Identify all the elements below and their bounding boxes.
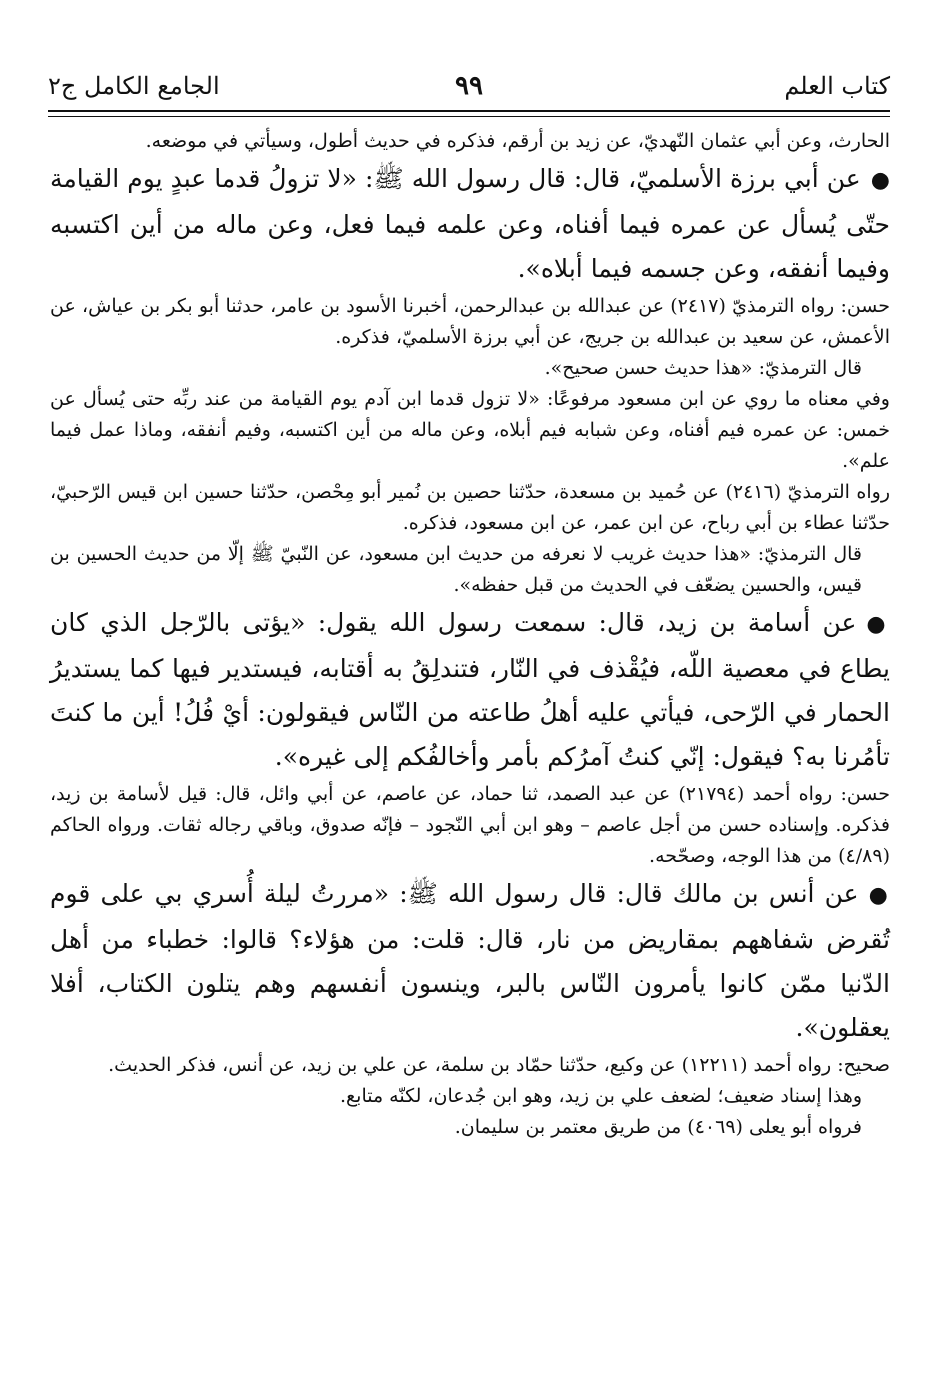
page-body <box>50 126 890 1143</box>
hadith-usama <box>50 601 890 779</box>
header-rule-thin <box>48 116 890 117</box>
book-title: كتاب العلم <box>784 72 890 100</box>
takhrij-note: حسن: رواه أحمد (٢١٧٩٤) عن عبد الصمد، ثنا حماد، عن عاصم، عن أبي وائل، قال: قيل لأسامة بن زيد، فذكره. وإسناده حسن من أجل عاصم – وهو ابن أبي النّجود – فإنّه صدوق، وباقي رجاله ثقات. ورواه الحاكم (٤/٨٩) من هذا الوجه، وصحّحه. <box>50 783 890 867</box>
hadith-abu-barza <box>50 157 890 291</box>
related-narration: وفي معناه ما روي عن ابن مسعود مرفوعًا: «لا تزول قدما ابن آدم يوم القيامة من عند ربِّه حتى يُسأل عن خمس: عن عمره فيم أفناه، وعن شبابه فيم أبلاه، وعن ماله من أين اكتسبه، وفيم أنفقه، وماذا عمل فيما علم». <box>50 388 890 472</box>
takhrij-note: صحيح: رواه أحمد (١٢٢١١) عن وكيع، حدّثنا حمّاد بن سلمة، عن علي بن زيد، عن أنس، فذكر الحديث. <box>108 1054 890 1076</box>
tirmidhi-grading: قال الترمذيّ: «هذا حديث حسن صحيح». <box>544 357 862 379</box>
running-header <box>48 66 890 110</box>
bullet-icon: ● <box>870 168 890 193</box>
header-rule-thick <box>48 110 890 112</box>
isnad-remark: وهذا إسناد ضعيف؛ لضعف علي بن زيد، وهو ابن جُدعان، لكنّه متابع. <box>340 1085 862 1107</box>
continuation-note: الحارث، وعن أبي عثمان النّهديّ، عن زيد بن أرقم، فذكره في حديث أطول، وسيأتي في موضعه. <box>145 130 890 152</box>
page-number: ٩٩ <box>455 71 483 101</box>
hadith-text: عن أبي برزة الأسلميّ، قال: قال رسول الله ﷺ: «لا تزولُ قدما عبدٍ يوم القيامة حتّى يُسأل عن عمره فيما أفناه، وعن علمه فيما فعل، وعن ماله من أين اكتسبه وفيما أنفقه، وعن جسمه فيما أبلاه». <box>50 164 890 283</box>
hadith-text: عن أسامة بن زيد، قال: سمعت رسول الله يقول: «يؤتى بالرّجل الذي كان يطاع في معصية اللّه، فيُقْذف في النّار، فتندلِقُ به أقتابه، فيستدير فيها كما يستديرُ الحمار في الرّحى، فيأتي عليه أهلُ طاعته من النّاس فيقولون: أيْ فُلُ! أين ما كنتَ تأمُرنا به؟ فيقول: إنّي كنتُ آمرُكم بأمر وأخالفُكم إلى غيره». <box>50 608 890 771</box>
tirmidhi-grading: قال الترمذيّ: «هذا حديث غريب لا نعرفه من حديث ابن مسعود، عن النّبيّ ﷺ إلّا من حديث الحسين بن قيس، والحسين يضعّف في الحديث من قبل حفظه». <box>50 543 862 596</box>
bullet-icon: ● <box>866 612 890 637</box>
hadith-anas <box>50 872 890 1050</box>
isnad-remark: فرواه أبو يعلى (٤٠٦٩) من طريق معتمر بن سليمان. <box>454 1116 862 1138</box>
volume-title: الجامع الكامل ج٢ <box>48 72 220 100</box>
takhrij-note: حسن: رواه الترمذيّ (٢٤١٧) عن عبدالله بن عبدالرحمن، أخبرنا الأسود بن عامر، حدثنا أبو بكر بن عياش، عن الأعمش، عن سعيد بن عبدالله بن جريج، عن أبي برزة الأسلميّ، فذكره. <box>50 295 890 348</box>
takhrij-note: رواه الترمذيّ (٢٤١٦) عن حُميد بن مسعدة، حدّثنا حصين بن نُمير أبو مِحْصن، حدّثنا حسين ابن قيس الرّحبيّ، حدّثنا عطاء بن أبي رباح، عن ابن عمر، عن ابن مسعود، فذكره. <box>50 481 890 534</box>
hadith-text: عن أنس بن مالك قال: قال رسول الله ﷺ: «مررتُ ليلة أُسري بي على قوم تُقرض شفاههم بمقاريض من نار، قال: قلت: من هؤلاء؟ قالوا: خطباء من أهل الدّنيا ممّن كانوا يأمرون النّاس بالبر، وينسون أنفسهم وهم يتلون الكتاب، أفلا يعقلون». <box>50 879 890 1042</box>
bullet-icon: ● <box>868 883 891 908</box>
